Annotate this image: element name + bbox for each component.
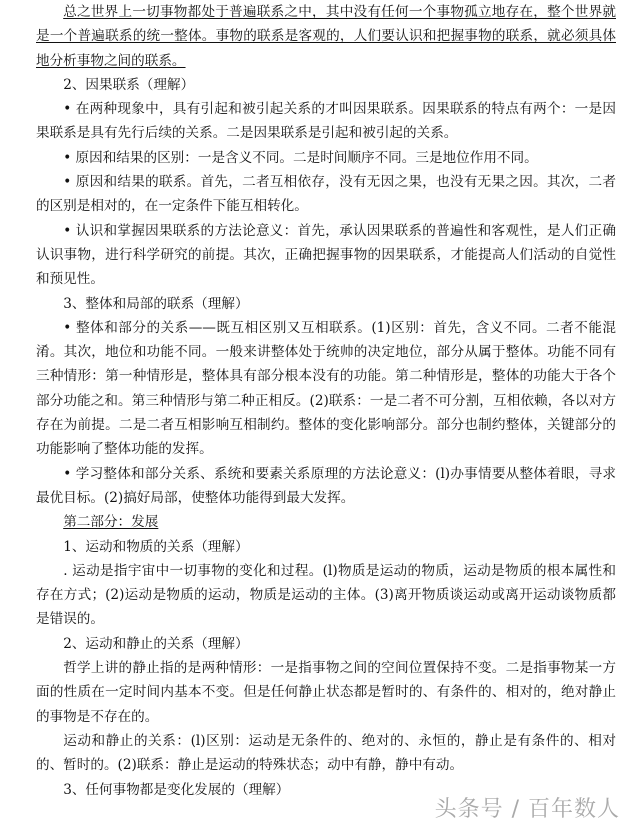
paragraph (36, 146, 616, 170)
section-heading (36, 73, 616, 97)
paragraph (36, 462, 616, 511)
text-run: 哲学上讲的静止指的是两种情形：一是指事物之间的空间位置保持不变。二是指事物某一方面的性质在一定时间内基本不变。但是任何静止状态都是暂时的、有条件的、相对的，绝对静止的事物是不存在的。 (36, 660, 616, 725)
text-run: 2、运动和静止的关系（理解） (63, 635, 249, 652)
text-run: 1、运动和物质的关系（理解） (63, 538, 249, 555)
text-run: 2、因果联系（理解） (63, 76, 195, 93)
paragraph (36, 0, 616, 73)
text-run: • 认识和掌握因果联系的方法论意义：首先，承认因果联系的普遍性和客观性，是人们正确认识事物，进行科学研究的前提。其次，正确把握事物的因果联系，才能提高人们活动的自觉性和预见性。 (36, 222, 616, 288)
text-run: 3、整体和局部的联系（理解） (63, 295, 249, 312)
paragraph (36, 219, 616, 292)
paragraph (36, 316, 616, 462)
section-heading (36, 535, 616, 559)
paragraph (36, 97, 616, 146)
text-run: • 原因和结果的联系。首先，二者互相依存，没有无因之果，也没有无果之因。其次，二者的区别是相对的，在一定条件下能互相转化。 (36, 174, 616, 215)
section-heading (36, 632, 616, 656)
paragraph (36, 170, 616, 219)
paragraph (36, 559, 616, 632)
section-heading (36, 510, 616, 534)
text-run: • 学习整体和部分关系、系统和要素关系原理的方法论意义：(l)办事情要从整体着眼，寻求最优目标。(2)搞好局部，使整体功能得到最大发挥。 (36, 465, 616, 506)
text-run: • 整体和部分的关系——既互相区别又互相联系。(1)区别：首先，含义不同。二者不能混淆。其次，地位和功能不同。一般来讲整体处于统帅的决定地位，部分从属于整体。功能不同有三种情形：第一种情形是，整体具有部分根本没有的功能。第二种情形是，整体的功能大于各个部分功能之和。第三种情形与第二种正相反。(2)联系：一是二者不可分割，互相依赖，各以对方存在为前提。二是二者互相影响互相制约。整体的变化影响部分。部分也制约整体，关键部分的功能影响了整体功能的发挥。 (36, 319, 616, 458)
text-run: • 原因和结果的区别：一是含义不同。二是时间顺序不同。三是地位作用不同。 (63, 149, 538, 166)
text-run: 第二部分：发展 (63, 514, 159, 531)
watermark (435, 792, 620, 823)
text-run: • 在两种现象中，具有引起和被引起关系的才叫因果联系。因果联系的特点有两个：一是因果联系是具有先行后续的关系。二是因果联系是引起和被引起的关系。 (36, 101, 616, 142)
section-heading (36, 292, 616, 316)
paragraph (36, 729, 616, 778)
text-run: . 运动是指宇宙中一切事物的变化和过程。(l)物质是运动的物质，运动是物质的根本属性和存在方式；(2)运动是物质的运动，物质是运动的主体。(3)离开物质谈运动或离开运动谈物质都是错误的。 (36, 562, 616, 628)
paragraph (36, 656, 616, 729)
watermark-text: 头条号 / 百年数人 (434, 797, 620, 822)
text-run: 运动和静止的关系：(l)区别：运动是无条件的、绝对的、永恒的，静止是有条件的、相对的、暂时的。(2)联系：静止是运动的特殊状态；动中有静，静中有动。 (36, 732, 616, 774)
text-run: 3、任何事物都是变化发展的（理解） (63, 781, 290, 798)
text-run: 总之世界上一切事物都处于普遍联系之中，其中没有任何一个事物孤立地存在，整个世界就是一个普遍联系的统一整体。事物的联系是客观的，人们要认识和把握事物的联系，就必须具体地分析事物之间的联系。 (36, 4, 616, 69)
